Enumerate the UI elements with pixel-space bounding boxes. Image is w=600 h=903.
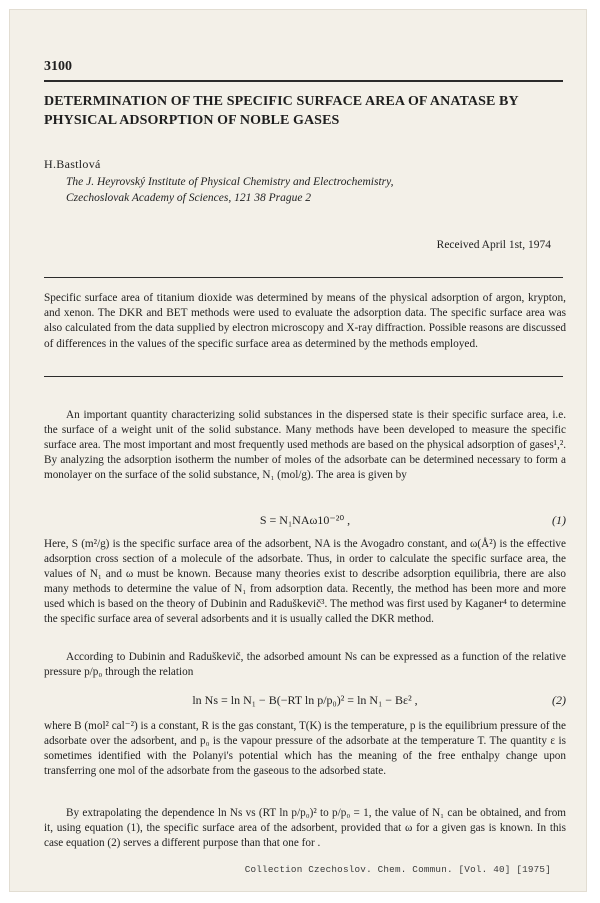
article-title: DETERMINATION OF THE SPECIFIC SURFACE AREA OF ANATASE BY PHYSICAL ADSORPTION OF NOBLE GASES xyxy=(44,94,519,128)
received-date: Received April 1st, 1974 xyxy=(436,239,551,251)
paper-page xyxy=(9,9,587,892)
affiliation-line-1: The J. Heyrovský Institute of Physical Chemistry and Electrochemistry, xyxy=(66,176,394,188)
page-number: 3100 xyxy=(44,59,72,74)
affiliation-line-2: Czechoslovak Academy of Sciences, 121 38 Prague 2 xyxy=(66,192,312,204)
paragraph-5: By extrapolating the dependence ln Ns vs (RT ln p/p₀)² to p/p₀ = 1, the value of N₁ can be obtained, and from it, using equation (1), the specific surface area of the adsorbent, provided that ω for a given gas is known. In this case equation (2) serves a different purpose than that one for . xyxy=(44,807,566,850)
abstract-bottom-rule xyxy=(44,376,563,377)
equation-1-number: (1) xyxy=(552,513,566,527)
affiliation xyxy=(66,174,566,206)
paragraph-1: An important quantity characterizing solid substances in the dispersed state is their specific surface area, i.e. the surface of a weight unit of the solid substance. Many methods have been developed to measure the specific surface area. The most important and most frequently used methods are based on the physical adsorption of gases¹,². By analyzing the adsorption isotherm the number of moles of the adsorbate can be determined necessary to form a monolayer on the surface of the solid substance, N₁ (mol/g). The area is given by xyxy=(44,409,566,482)
header-rule xyxy=(44,80,563,82)
abstract: Specific surface area of titanium dioxide was determined by means of the physical adsorption of argon, krypton, and xenon. The DKR and BET methods were used to evaluate the adsorption data. The specific surface area was also calculated from the data supplied by electron microscopy and X-ray diffraction. Possible reasons are discussed of differences in the values of the specific surface area as determined by the methods employed. xyxy=(44,292,566,350)
journal-footer: Collection Czechoslov. Chem. Commun. [Vol. 40] [1975] xyxy=(244,864,551,875)
abstract-top-rule xyxy=(44,277,563,278)
author: H.Bastlová xyxy=(44,157,101,171)
equation-2-body: ln Ns = ln N₁ − B(−RT ln p/p₀)² = ln N₁ − Bε² , xyxy=(192,693,418,707)
equation-1-body: S = N₁NAω10⁻²⁰ , xyxy=(259,513,351,527)
paragraph-4: where B (mol² cal⁻²) is a constant, R is the gas constant, T(K) is the temperature, p is the equilibrium pressure of the adsorbate over the adsorbent, and p₀ is the vapour pressure of the adsorbate at the temperature T. The quantity ε is sometimes identified with the Polanyi's potential which has the meaning of the free enthalpy change upon transferring one mol of the adsorbate from the gaseous to the adsorbed state. xyxy=(44,720,566,778)
paragraph-3: According to Dubinin and Raduškevič, the adsorbed amount Ns can be expressed as a function of the relative pressure p/p₀ through the relation xyxy=(44,651,566,679)
equation-2-number: (2) xyxy=(552,693,566,707)
paragraph-2: Here, S (m²/g) is the specific surface area of the adsorbent, NA is the Avogadro constant, and ω(Å²) is the effective adsorption cross section of a molecule of the adsorbate. Thus, in order to calculate the specific surface area, the values of N₁ and ω must be known. Because many theories exist to describe adsorption equilibria, there are also many methods to determine the value of N₁ from adsorption data. Recently, the method has been more and more used which is based on the theory of Dubinin and Raduškevič³. The method was first used by Kaganer⁴ to determine the specific surface area of several adsorbents and it is usually called the DKR method. xyxy=(44,538,566,626)
